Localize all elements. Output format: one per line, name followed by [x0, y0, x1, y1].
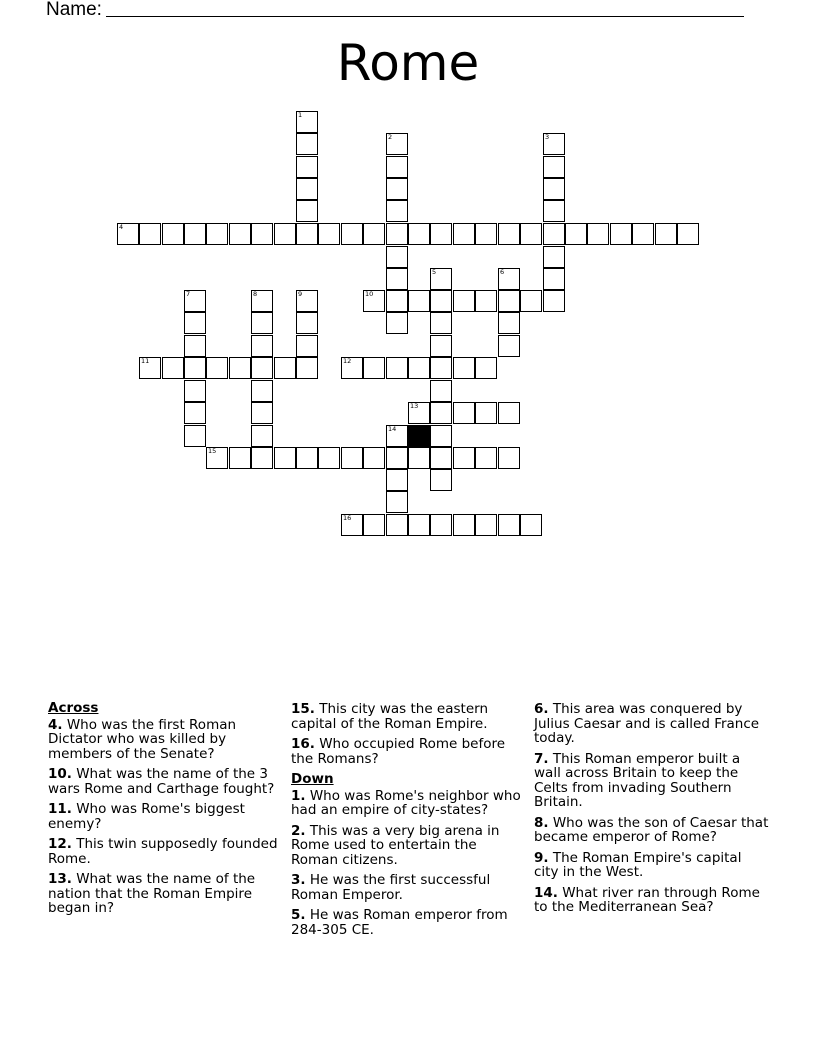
grid-cell[interactable] [408, 514, 430, 536]
grid-cell[interactable] [386, 514, 408, 536]
grid-cell[interactable] [274, 223, 296, 245]
grid-cell[interactable] [251, 357, 273, 379]
grid-cell[interactable] [408, 223, 430, 245]
grid-cell[interactable] [408, 357, 430, 379]
grid-cell[interactable] [184, 425, 206, 447]
grid-cell[interactable] [386, 200, 408, 222]
grid-cell[interactable] [386, 357, 408, 379]
grid-cell[interactable] [363, 514, 385, 536]
grid-cell[interactable] [229, 357, 251, 379]
clue [48, 718, 284, 762]
clue-number: 10. [48, 766, 72, 782]
grid-cell[interactable] [386, 491, 408, 513]
clue-number-15: 15 [208, 447, 217, 455]
grid-cell[interactable] [475, 514, 497, 536]
clue-number-10: 10 [365, 290, 374, 298]
grid-cell[interactable] [475, 357, 497, 379]
clue-number: 12. [48, 836, 72, 852]
clue [291, 824, 527, 868]
grid-cell[interactable] [296, 223, 318, 245]
grid-cell[interactable] [274, 357, 296, 379]
grid-cell[interactable] [274, 447, 296, 469]
grid-cell[interactable] [632, 223, 654, 245]
grid-cell[interactable] [363, 447, 385, 469]
grid-cell[interactable] [296, 447, 318, 469]
grid-cell[interactable] [318, 447, 340, 469]
clue-text: He was the first successful Roman Emperor. [291, 872, 491, 903]
grid-cell[interactable] [475, 447, 497, 469]
grid-cell[interactable] [430, 335, 452, 357]
grid-cell[interactable] [453, 357, 475, 379]
clue-number-13: 13 [410, 402, 419, 410]
grid-cell[interactable] [408, 290, 430, 312]
grid-cell[interactable] [386, 312, 408, 334]
grid-cell[interactable] [543, 268, 565, 290]
grid-cell[interactable] [162, 357, 184, 379]
clue-number-7: 7 [186, 290, 191, 298]
clues-column-2 [291, 702, 527, 943]
clue-text: Who was Rome's biggest enemy? [48, 801, 245, 832]
grid-cell[interactable] [184, 312, 206, 334]
grid-cell[interactable] [251, 402, 273, 424]
down-clue-list-continued [534, 702, 770, 915]
grid-cell[interactable] [475, 223, 497, 245]
clue-number: 16. [291, 736, 315, 752]
grid-cell[interactable] [296, 133, 318, 155]
grid-cell[interactable] [430, 425, 452, 447]
grid-cell[interactable] [386, 447, 408, 469]
clue-number-11: 11 [141, 357, 150, 365]
down-heading: Down [291, 771, 334, 787]
grid-cell[interactable] [296, 312, 318, 334]
clue-text: This Roman emperor built a wall across Britain to keep the Celts from invading Southern Britain. [534, 750, 741, 810]
grid-cell[interactable] [543, 223, 565, 245]
grid-cell[interactable] [430, 469, 452, 491]
grid-cell[interactable] [543, 246, 565, 268]
grid-cell[interactable] [251, 425, 273, 447]
clue [534, 752, 770, 810]
clue [534, 851, 770, 880]
clue-number: 6. [534, 701, 549, 717]
grid-cell[interactable] [296, 335, 318, 357]
grid-cell[interactable] [341, 223, 363, 245]
clue [48, 837, 284, 866]
clues-column-3 [534, 702, 770, 921]
grid-cell[interactable] [543, 200, 565, 222]
grid-cell[interactable] [430, 357, 452, 379]
clue-number: 5. [291, 907, 306, 923]
grid-cell[interactable] [296, 178, 318, 200]
clue-number-14: 14 [388, 425, 397, 433]
clue-number-2: 2 [388, 133, 393, 141]
grid-cell[interactable] [498, 447, 520, 469]
clue-text: This twin supposedly founded Rome. [48, 836, 278, 867]
grid-cell[interactable] [296, 200, 318, 222]
grid-cell[interactable] [498, 290, 520, 312]
grid-cell[interactable] [430, 290, 452, 312]
grid-cell[interactable] [363, 357, 385, 379]
clue [291, 702, 527, 731]
grid-cell[interactable] [498, 312, 520, 334]
clue-text: This area was conquered by Julius Caesar and is called France today. [534, 701, 760, 746]
clue-text: What was the name of the nation that the Roman Empire began in? [48, 871, 256, 916]
grid-cell[interactable] [251, 223, 273, 245]
grid-cell[interactable] [139, 223, 161, 245]
grid-cell[interactable] [386, 268, 408, 290]
grid-cell[interactable] [363, 223, 385, 245]
clue-text: What was the name of the 3 wars Rome and Carthage fought? [48, 766, 275, 797]
clues-column-1 [48, 701, 284, 922]
grid-cell[interactable] [206, 357, 228, 379]
grid-cell[interactable] [475, 290, 497, 312]
grid-cell[interactable] [184, 402, 206, 424]
clue-number: 3. [291, 872, 306, 888]
clue-number-5: 5 [432, 268, 437, 276]
clue [534, 702, 770, 746]
name-label: Name: [46, 0, 102, 20]
clue [48, 872, 284, 916]
clue-text: Who was the first Roman Dictator who was killed by members of the Senate? [48, 716, 237, 762]
clue-text: He was Roman emperor from 284-305 CE. [291, 907, 508, 938]
clue-text: This was a very big arena in Rome used to entertain the Roman citizens. [291, 822, 500, 868]
grid-cell[interactable] [498, 514, 520, 536]
grid-cell[interactable] [430, 514, 452, 536]
grid-cell[interactable] [184, 335, 206, 357]
grid-cell[interactable] [453, 447, 475, 469]
grid-cell[interactable] [251, 380, 273, 402]
across-clue-list [48, 718, 284, 916]
grid-cell[interactable] [251, 447, 273, 469]
grid-cell[interactable] [498, 402, 520, 424]
grid-cell[interactable] [453, 514, 475, 536]
clue-text: This city was the eastern capital of the Roman Empire. [291, 701, 489, 732]
grid-cell[interactable] [655, 223, 677, 245]
clue-number-3: 3 [545, 133, 550, 141]
grid-cell[interactable] [520, 290, 542, 312]
clue [48, 767, 284, 796]
clue-number: 1. [291, 787, 306, 804]
across-clue-list-continued [291, 702, 527, 766]
grid-cell[interactable] [251, 335, 273, 357]
clue-number-8: 8 [253, 290, 258, 298]
grid-cell[interactable] [565, 223, 587, 245]
grid-cell[interactable] [162, 223, 184, 245]
grid-cell[interactable] [430, 402, 452, 424]
clue [534, 816, 770, 845]
clue [291, 908, 527, 937]
grid-cell[interactable] [453, 223, 475, 245]
grid-cell[interactable] [251, 312, 273, 334]
grid-cell[interactable] [543, 290, 565, 312]
grid-cell[interactable] [386, 178, 408, 200]
grid-cell[interactable] [430, 380, 452, 402]
grid-cell[interactable] [386, 156, 408, 178]
grid-cell[interactable] [498, 335, 520, 357]
grid-cell[interactable] [543, 178, 565, 200]
grid-cell[interactable] [453, 402, 475, 424]
grid-cell[interactable] [296, 156, 318, 178]
across-heading: Across [48, 700, 99, 716]
clue-number-16: 16 [343, 514, 352, 522]
clue-text: What river ran through Rome to the Mediterranean Sea? [534, 884, 760, 915]
grid-cell[interactable] [184, 357, 206, 379]
clue-number: 2. [291, 822, 306, 839]
grid-cell[interactable] [386, 469, 408, 491]
page-title: Rome [336, 34, 480, 92]
grid-cell[interactable] [386, 246, 408, 268]
clue-text: Who occupied Rome before the Romans? [291, 736, 506, 767]
grid-cell[interactable] [184, 223, 206, 245]
grid-cell[interactable] [206, 223, 228, 245]
grid-cell[interactable] [677, 223, 699, 245]
clue-number-6: 6 [500, 268, 505, 276]
clue-text: Who was Rome's neighbor who had an empire of city-states? [291, 787, 521, 818]
grid-cell[interactable] [184, 380, 206, 402]
clue-number: 14. [534, 884, 558, 901]
clue-number: 9. [534, 849, 549, 866]
grid-cell[interactable] [229, 223, 251, 245]
clue [291, 789, 527, 818]
grid-cell[interactable] [543, 156, 565, 178]
grid-cell[interactable] [386, 290, 408, 312]
clue-number: 7. [534, 750, 549, 767]
clue-number-1: 1 [298, 111, 303, 119]
grid-cell[interactable] [318, 223, 340, 245]
down-clue-list [291, 789, 527, 938]
clue-text: Who was the son of Caesar that became emperor of Rome? [534, 814, 769, 845]
grid-cell[interactable] [229, 447, 251, 469]
grid-cell[interactable] [296, 357, 318, 379]
clue [291, 737, 527, 766]
clue-number-12: 12 [343, 357, 352, 365]
clue-number: 13. [48, 871, 72, 887]
clue-number: 4. [48, 716, 63, 733]
grid-cell[interactable] [408, 447, 430, 469]
grid-cell[interactable] [475, 402, 497, 424]
grid-cell[interactable] [430, 312, 452, 334]
blocked-cell [408, 425, 430, 447]
clue-number: 15. [291, 701, 315, 717]
grid-cell[interactable] [453, 290, 475, 312]
clue [48, 802, 284, 831]
clue-number: 11. [48, 801, 72, 817]
grid-cell[interactable] [520, 514, 542, 536]
grid-cell[interactable] [386, 223, 408, 245]
clue-number-4: 4 [119, 223, 124, 231]
grid-cell[interactable] [341, 447, 363, 469]
grid-cell[interactable] [610, 223, 632, 245]
clue [291, 873, 527, 902]
grid-cell[interactable] [430, 447, 452, 469]
grid-cell[interactable] [498, 223, 520, 245]
grid-cell[interactable] [520, 223, 542, 245]
grid-cell[interactable] [587, 223, 609, 245]
grid-cell[interactable] [430, 223, 452, 245]
clue-text: The Roman Empire's capital city in the West. [534, 849, 742, 880]
clue [534, 886, 770, 915]
clue-number-9: 9 [298, 290, 303, 298]
clue-number: 8. [534, 814, 549, 831]
